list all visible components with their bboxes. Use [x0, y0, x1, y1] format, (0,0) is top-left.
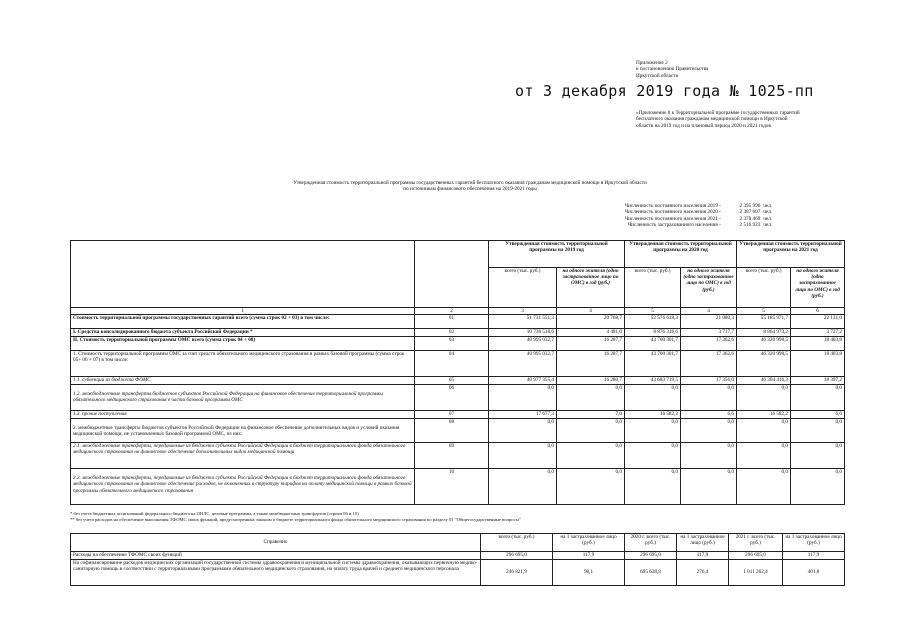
row-value: 40 977 355,4 — [489, 377, 557, 385]
row-label: Расходы на обеспечение ТФОМС своих функций — [71, 552, 481, 560]
table-row — [71, 443, 845, 469]
row-value: 0,0 — [791, 443, 845, 469]
table-row — [71, 385, 845, 411]
row-code: 08 — [415, 419, 489, 443]
population-label: Численность постоянного населения 2021 - — [624, 215, 721, 222]
row-label: Стоимость территориальной программы государственных гарантий всего (сумма строк 02 + 03) в том числе: — [71, 315, 415, 329]
row-value: 0,0 — [737, 469, 791, 505]
row-code: 03 — [415, 337, 489, 351]
table-row — [71, 337, 845, 351]
row-code: 07 — [415, 411, 489, 419]
row-value: 0,0 — [489, 385, 557, 411]
row-value: 0,0 — [681, 469, 737, 505]
row-label: На софинансирование расходов медицинских организаций государственной системы здравоохранения и муниципальной системы здравоохранения, оказывающих первичную медико-санитарную помощь в соответствии с территориальными программами обязательного медицинского страхования, на оплату труда врачей и среднего медицинского персонала — [71, 560, 481, 586]
row-value: 3 727,2 — [791, 329, 845, 337]
row-value: 43 700 301,7 — [625, 351, 681, 377]
row-value: 0,0 — [791, 419, 845, 443]
population-label: Численность застрахованного населения - — [627, 222, 721, 229]
reference-header: на 1 застрахованное лицо (руб.) — [677, 534, 729, 552]
row-value: 0,0 — [489, 469, 557, 505]
row-label: 2.2. межбюджетные трансферты, передаваемые из бюджета субъекта Российской Федерации в бюджет территориального фонда обязательного медицинского страхования на финансовое обеспечение расходов, не включенных в структуру тарифов на оплату медицинской помощи в рамках базовой программы обязательного медицинского страхования — [71, 469, 415, 505]
row-value: 7,0 — [557, 411, 625, 419]
row-value: 0,0 — [737, 385, 791, 411]
row-value: 0,0 — [681, 443, 737, 469]
row-code: 01 — [415, 315, 489, 329]
row-value: 0,0 — [791, 469, 845, 505]
row-value: 0,0 — [557, 385, 625, 411]
row-value: 695 638,8 — [625, 560, 677, 586]
row-value: 117,9 — [677, 552, 729, 560]
row-value: 8 876 316,6 — [625, 329, 681, 337]
population-value: 2 395 996 — [739, 203, 761, 209]
row-label: 2. межбюджетные трансферты бюджетов субъектов Российской Федерации на финансовое обеспечение дополнительных видов и условий оказания медицинской помощи, не установленных базовой программой ОМС, из них: — [71, 419, 415, 443]
column-number: 4 — [681, 308, 737, 315]
row-value: 43 700 301,7 — [625, 337, 681, 351]
title-line: по источникам финансового обеспечения на 2019-2021 годы — [403, 186, 537, 193]
row-value: 17 356,0 — [681, 377, 737, 385]
column-number: 3 — [489, 308, 557, 315]
sub-total-2021: всего (тыс. руб.) — [737, 268, 791, 308]
row-value: 246 821,9 — [481, 560, 553, 586]
header-empty-cell — [415, 241, 489, 308]
row-value: 0,0 — [625, 419, 681, 443]
row-code: 05 — [415, 377, 489, 385]
row-code: 10 — [415, 469, 489, 505]
column-number: 1 — [71, 308, 415, 315]
column-number-row — [71, 308, 845, 315]
header-2020: Утвержденная стоимость территориальной программы на 2020 год — [625, 241, 737, 268]
row-value: 1 011 262,4 — [729, 560, 783, 586]
population-row — [583, 222, 783, 228]
row-value: 46 304 416,3 — [737, 377, 791, 385]
row-code: 04 — [415, 351, 489, 377]
row-code: 06 — [415, 385, 489, 411]
row-value: 0,0 — [681, 419, 737, 443]
row-code: 02 — [415, 329, 489, 337]
row-value: 18 403,8 — [791, 337, 845, 351]
header-empty-cell — [71, 241, 415, 308]
appendix-line: Иркутской области — [636, 72, 679, 79]
population-unit: чел. — [763, 203, 773, 209]
row-value: 10 736 518,6 — [489, 329, 557, 337]
row-value: 296 695,0 — [481, 552, 553, 560]
document-title — [200, 180, 740, 193]
row-label: II. Стоимость территориальной программы ОМС всего (сумма строк 04 + 08) — [71, 337, 415, 351]
row-value: 0,0 — [791, 385, 845, 411]
reference-header: Справочно — [71, 534, 481, 552]
population-unit: чел. — [763, 209, 773, 216]
row-value: 0,0 — [557, 443, 625, 469]
row-value: 20 768,7 — [557, 315, 625, 329]
appendix-block — [636, 60, 836, 79]
table-row — [71, 469, 845, 505]
row-value: 0,0 — [737, 419, 791, 443]
row-value: 22 131,0 — [791, 315, 845, 329]
table-row — [71, 552, 845, 560]
row-value: 46 320 998,5 — [737, 337, 791, 351]
sub-per-capita-2021: на одного жителя (одно застрахованное лицо по ОМС) в год (руб.) — [791, 268, 845, 308]
reference-table — [70, 533, 845, 586]
row-value: 16 280,7 — [557, 377, 625, 385]
row-value: 296 695,0 — [729, 552, 783, 560]
quote-line: «Приложение 8 к Территориальной программе государственных гарантий — [636, 110, 800, 116]
row-value: 16 287,7 — [557, 337, 625, 351]
sub-per-capita-2020: на одного жителя (одно застрахованное лицо по ОМС) в год (руб.) — [681, 268, 737, 308]
population-block — [583, 203, 783, 229]
table-row — [71, 411, 845, 419]
row-value: 43 683 719,5 — [625, 377, 681, 385]
row-value: 117,9 — [783, 552, 845, 560]
row-value: 17 362,6 — [681, 337, 737, 351]
reference-header: 2021 г. всего (тыс. руб.) — [729, 534, 783, 552]
row-label: 1. Стоимость территориальной программы ОМС за счет средств обязательного медицинского страхования в рамках базовой программы (сумма строк 05+ 06 + 07) в том числе: — [71, 351, 415, 377]
row-value: 296 695,0 — [625, 552, 677, 560]
table-row — [71, 329, 845, 337]
population-label: Численность постоянного населения 2020 - — [624, 209, 721, 216]
row-value: 51 731 551,3 — [489, 315, 557, 329]
population-unit: чел. — [763, 222, 773, 229]
table-header-row — [71, 241, 845, 268]
row-value: 276,4 — [677, 560, 729, 586]
row-value: 0,0 — [625, 385, 681, 411]
column-number: 6 — [791, 308, 845, 315]
row-value: 6,6 — [791, 411, 845, 419]
row-value: 98,1 — [553, 560, 625, 586]
row-label: 1.2. межбюджетные трансферты бюджетов субъектов Российской Федерации на финансовое обеспечение территориальной программы обязательного медицинского страхования в части базовой программы ОМС — [71, 385, 415, 411]
table-row — [71, 315, 845, 329]
row-value: 0,0 — [625, 469, 681, 505]
population-label: Численность постоянного населения 2019 - — [624, 203, 721, 209]
row-code: 09 — [415, 443, 489, 469]
row-value: 40 995 032,7 — [489, 337, 557, 351]
row-value: 0,0 — [737, 443, 791, 469]
main-table — [70, 240, 845, 505]
sub-per-capita-2019: на одного жителя (одно застрахованное лицо по ОМС) в год (руб.) — [557, 268, 625, 308]
quote-line: области на 2019 год и на плановый период 2020 и 2021 годов — [636, 122, 771, 129]
row-label: 2.1. межбюджетные трансферты, передаваемые из бюджета субъекта Российской Федерации в бюджет территориального фонда обязательного медицинского страхования на финансовое обеспечение дополнительных видов медицинской помощи — [71, 443, 415, 469]
row-value: 16 287,7 — [557, 351, 625, 377]
reference-header: на 1 застрахованное лицо (руб.) — [783, 534, 845, 552]
population-value: 2 516 923 — [739, 222, 761, 229]
reference-header: на 1 застрахованное лицо (руб.) — [553, 534, 625, 552]
population-unit: чел. — [763, 215, 773, 222]
reference-header: 2020 г. всего (тыс. руб.) — [625, 534, 677, 552]
row-value: 18 397,2 — [791, 377, 845, 385]
header-2021: Утвержденная стоимость территориальной программы на 2021 год — [737, 241, 845, 268]
reference-header-row — [71, 534, 845, 552]
quote-block — [636, 110, 866, 129]
row-value: 18 403,8 — [791, 351, 845, 377]
row-value: 0,0 — [625, 443, 681, 469]
column-number: 2 — [415, 308, 489, 315]
table-row — [71, 419, 845, 443]
footnotes — [70, 511, 850, 522]
row-value: 0,0 — [489, 443, 557, 469]
title-line: Утвержденная стоимость территориальной программы государственных гарантий бесплатного оказания гражданам медицинской помощи в Иркутской области — [293, 180, 647, 186]
quote-line: бесплатного оказания гражданам медицинской помощи в Иркутской — [636, 116, 788, 123]
row-value: 117,9 — [553, 552, 625, 560]
decree-date: от 3 декабря 2019 года № 1025-пп — [515, 82, 814, 100]
footnote: * без учета бюджетных ассигнований федерального бюджета на ОНЛС, целевые программы, а также межбюджетных трансфертов (строки 06 и 10) — [70, 511, 359, 516]
footnote: ** без учета расходов на обеспечение выполнения ТФОМС своих функций, предусмотренных законом о бюджете территориального фонда обязательного медицинского страхования по разделу 01 "Общегосударственные вопросы" — [70, 516, 521, 522]
table-row — [71, 351, 845, 377]
appendix-line: Приложение 2 — [636, 60, 668, 66]
row-value: 0,0 — [557, 469, 625, 505]
row-value: 0,0 — [557, 419, 625, 443]
row-value: 6,6 — [681, 411, 737, 419]
row-value: 3 717,7 — [681, 329, 737, 337]
sub-total-2020: всего (тыс. руб.) — [625, 268, 681, 308]
row-value: 8 864 973,2 — [737, 329, 791, 337]
row-value: 0,0 — [489, 419, 557, 443]
row-label: 1.1. субвенции из бюджета ФОМС — [71, 377, 415, 385]
column-number: 4 — [557, 308, 625, 315]
row-value: 16 582,2 — [737, 411, 791, 419]
row-value: 21 080,3 — [681, 315, 737, 329]
appendix-line: к постановлению Правительства — [636, 66, 709, 73]
header-2019: Утвержденная стоимость территориальной программы на 2019 год — [489, 241, 625, 268]
row-value: 46 320 998,5 — [737, 351, 791, 377]
row-value: 40 995 032,7 — [489, 351, 557, 377]
row-label: 1.3. прочие поступления — [71, 411, 415, 419]
row-value: 0,0 — [681, 385, 737, 411]
population-value: 2 378 469 — [739, 215, 761, 222]
reference-header: всего (тыс. руб.) — [481, 534, 553, 552]
column-number: 5 — [737, 308, 791, 315]
row-value: 16 582,2 — [625, 411, 681, 419]
row-value: 17 362,6 — [681, 351, 737, 377]
row-value: 4 481,0 — [557, 329, 625, 337]
row-value: 17 677,3 — [489, 411, 557, 419]
table-row — [71, 560, 845, 586]
row-value: 52 576 618,3 — [625, 315, 681, 329]
row-value: 401,8 — [783, 560, 845, 586]
table-row — [71, 377, 845, 385]
population-value: 2 387 607 — [739, 209, 761, 216]
sub-total-2019: всего (тыс. руб.) — [489, 268, 557, 308]
row-value: 55 185 971,7 — [737, 315, 791, 329]
column-number: 5 — [625, 308, 681, 315]
row-label: I. Средства консолидированного бюджета субъекта Российской Федерации * — [71, 329, 415, 337]
